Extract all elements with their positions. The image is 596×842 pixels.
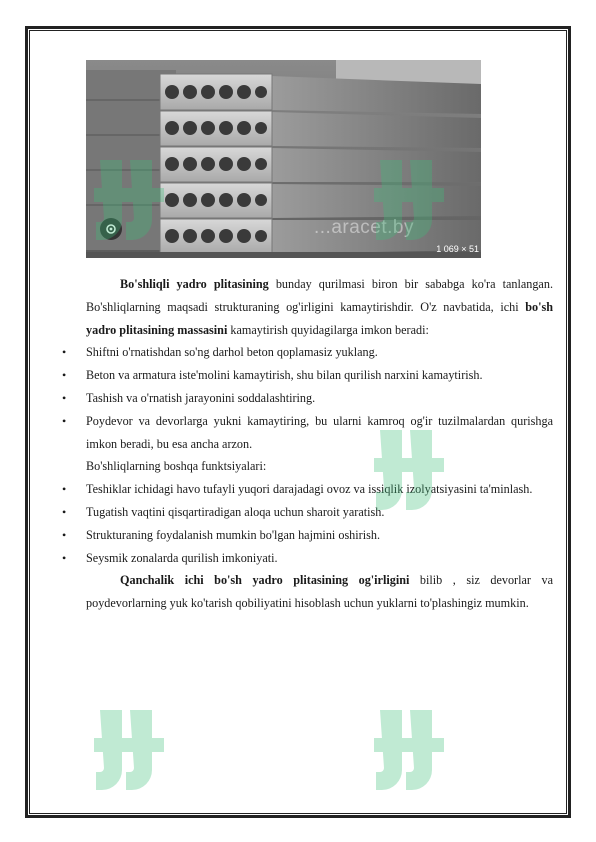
intro-text-1: bunday qurilmasi biron bir sababga ko'ra tanlangan. Bo'shliqlarning maqsadi strukturaning og'irligini kamaytirishdir. O'z navbatida, ichi: [86, 277, 553, 314]
benefits-list: [62, 341, 553, 455]
bullet-icon: •: [62, 527, 67, 542]
list-item: • Strukturaning foydalanish mumkin bo'lgan hajmini oshirish.: [86, 524, 553, 547]
list-item: • Seysmik zonalarda qurilish imkoniyati.: [86, 547, 553, 570]
slab-stack-illustration: [86, 60, 481, 258]
hollow-core-slab-photo: [86, 60, 481, 258]
intro-text-2: kamaytirish quyidagilarga imkon beradi:: [227, 322, 429, 337]
list-item: • Beton va armatura iste'molini kamaytirish, shu bilan qurilish narxini kamaytirish.: [86, 364, 553, 387]
list-item: • Tugatish vaqtini qisqartiradigan aloqa uchun sharoit yaratish.: [86, 501, 553, 524]
intro-bold-1: Bo'shliqli yadro plitasining: [120, 277, 269, 291]
bullet-icon: •: [62, 504, 67, 519]
conclusion-bold: Qanchalik ichi bo'sh yadro plitasining og'irligini: [120, 573, 410, 588]
list-item: • Poydevor va devorlarga yukni kamaytiring, bu ularni kamroq og'ir tuzilmalardan qurishga imkon beradi, bu esa ancha arzon.: [86, 410, 553, 456]
list-item: • Teshiklar ichidagi havo tufayli yuqori darajadagi ovoz va issiqlik izolyatsiyasini ta'minlash.: [86, 478, 553, 501]
bullet-icon: •: [62, 368, 67, 383]
list-item: • Tashish va o'rnatish jarayonini soddalashtiring.: [86, 387, 553, 410]
list-item: • Shiftni o'rnatishdan so'ng darhol beton qoplamasiz yuklang.: [86, 341, 553, 364]
bullet-icon: •: [62, 390, 67, 405]
photo-dimension-label: 1 069 × 51: [436, 244, 479, 254]
intro-paragraph: [86, 273, 553, 341]
bullet-icon: •: [62, 413, 67, 428]
functions-list: [62, 478, 553, 569]
photo-site-watermark: ...aracet.by: [314, 217, 414, 238]
bullet-icon: •: [62, 345, 67, 360]
conclusion-paragraph: [86, 569, 553, 615]
other-functions-heading: Bo'shliqlarning boshqa funktsiyalari:: [86, 459, 267, 474]
bullet-icon: •: [62, 550, 67, 565]
document-body: [62, 273, 553, 615]
conclusion-text: bilib , siz devorlar va poydevorlarning yuk ko'tarish qobiliyatini hisoblash uchun yuklarni to'plashingiz mumkin.: [86, 573, 553, 611]
intro-bold-2: bo'sh yadro plitasining massasini: [86, 299, 553, 337]
bullet-icon: •: [62, 482, 67, 497]
lens-search-icon[interactable]: [100, 218, 122, 240]
